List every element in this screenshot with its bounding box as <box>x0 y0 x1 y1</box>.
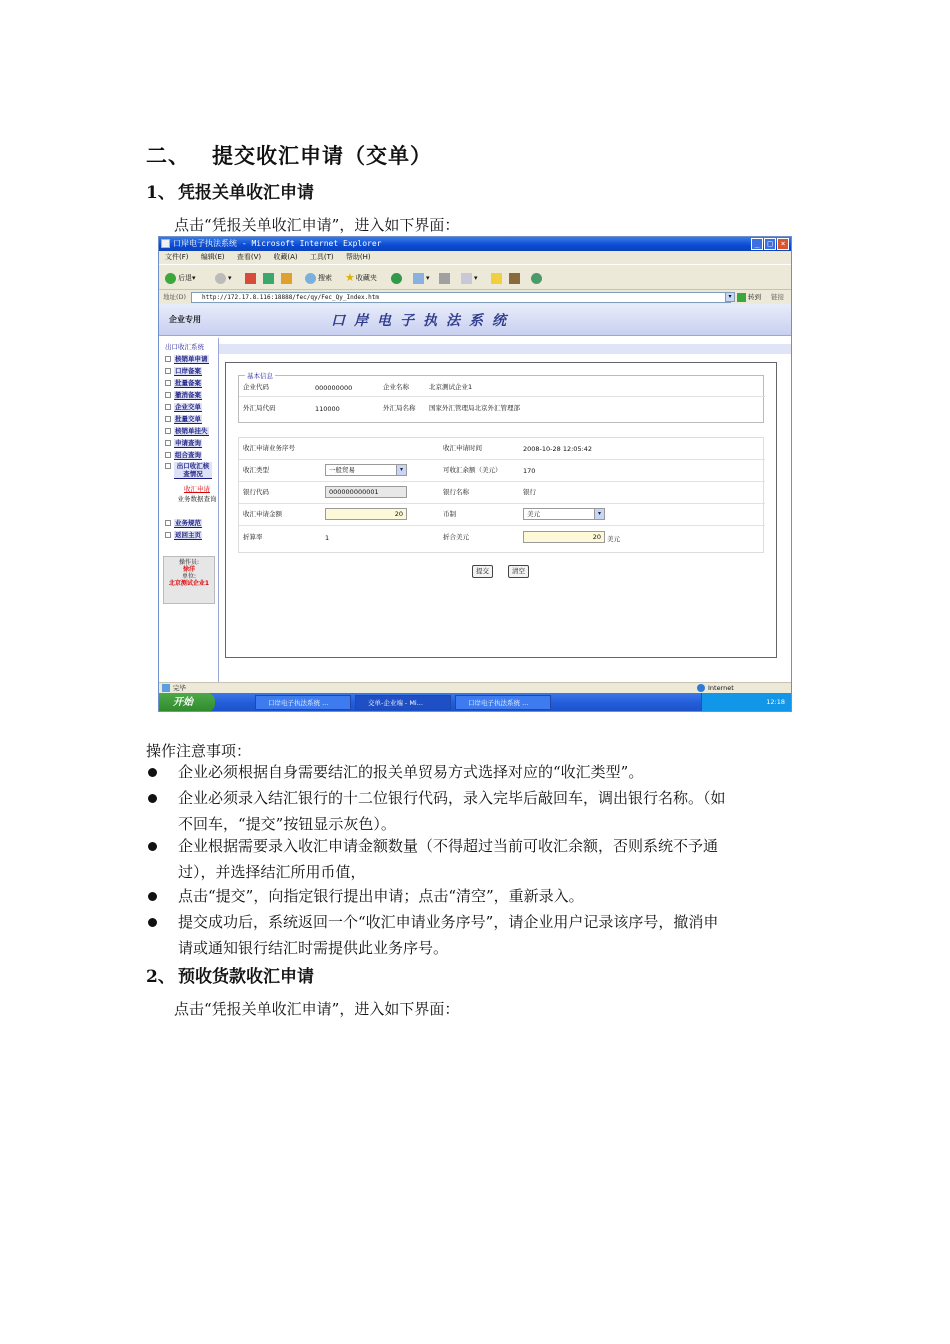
sidebar-sub-data-query[interactable]: 业务数据查询 <box>177 495 217 503</box>
note-icon <box>491 273 502 284</box>
ent-code-label: 企业代码 <box>243 383 269 391</box>
note-line: 提交成功后，系统返回一个“收汇申请业务序号”，请企业用户记录该序号，撤消申 <box>178 913 719 931</box>
bullet-icon <box>148 768 157 777</box>
divider <box>239 396 765 397</box>
intro-paragraph-2: 点击“凭报关单收汇申请”，进入如下界面： <box>174 1000 460 1018</box>
seq-label: 收汇申请业务序号 <box>243 444 295 452</box>
search-button[interactable]: 搜索 <box>305 272 332 284</box>
expand-icon <box>165 392 171 398</box>
operator-label: 操作员: <box>178 559 200 566</box>
chevron-down-icon: ▾ <box>396 465 406 475</box>
menu-file[interactable]: 文件(F) <box>165 253 189 261</box>
globe-icon <box>697 684 705 692</box>
bullet-icon <box>148 918 157 927</box>
book-icon <box>509 273 520 284</box>
currency-select[interactable]: 美元 ▾ <box>523 508 605 520</box>
favorites-button[interactable]: ★ 收藏夹 <box>345 271 377 284</box>
sidebar-item-combined-query[interactable]: 组合查询 <box>165 450 217 460</box>
ent-name-value: 北京测试企业1 <box>429 383 473 391</box>
sidebar-item-export-check[interactable]: 出口收汇核查情况 <box>165 462 217 482</box>
system-tray <box>701 693 791 712</box>
bank-code-label: 银行代码 <box>243 488 269 496</box>
stop-button[interactable] <box>245 272 258 284</box>
mail-icon <box>413 273 424 284</box>
clock: 12:18 <box>766 698 785 706</box>
sidebar-item-port-record[interactable]: 口岸备案 <box>165 366 217 376</box>
expand-icon <box>165 532 171 538</box>
taskbar-item-2[interactable]: 交单-企业端 - Mi... <box>355 695 451 710</box>
zone-indicator: Internet <box>697 683 734 693</box>
note-line: 过），并选择结汇所用币值， <box>178 863 366 881</box>
sidebar-item-batch-submit[interactable]: 批量交单 <box>165 414 217 424</box>
divider <box>239 503 765 504</box>
note-line: 不回车，“提交”按钮显示灰色）。 <box>178 815 396 833</box>
back-arrow-icon <box>165 273 176 284</box>
expand-icon <box>165 440 171 446</box>
fx-code-label: 外汇局代码 <box>243 404 276 412</box>
note-line: 企业根据需要录入收汇申请金额数量（不得超过当前可收汇余额，否则系统不予通 <box>178 837 719 855</box>
unit-name: 北京测试企业1 <box>168 580 210 587</box>
sidebar-item-home[interactable]: 返回主页 <box>165 530 217 540</box>
browser-toolbar <box>159 264 791 290</box>
go-arrow-icon <box>737 293 746 302</box>
form-frame <box>225 362 777 658</box>
minimize-button[interactable]: _ <box>751 238 763 250</box>
sidebar-item-rules[interactable]: 业务规范 <box>165 518 217 528</box>
subsection-heading-2 <box>146 962 314 987</box>
sidebar-item-report-loss[interactable]: 核销单挂失 <box>165 426 217 436</box>
address-input[interactable]: http://172.17.8.116:18888/fec/qy/Fec_Qy_Index.htm <box>191 292 731 303</box>
stop-icon <box>245 273 256 284</box>
operator-name: 徐洋 <box>182 566 195 573</box>
usd-label: 折合美元 <box>443 533 469 541</box>
window-titlebar <box>159 237 791 251</box>
collapse-icon <box>165 463 171 469</box>
expand-icon <box>165 356 171 362</box>
page-viewport <box>159 304 791 682</box>
browser-screenshot <box>158 236 792 712</box>
clear-button[interactable]: 清空 <box>508 565 529 578</box>
status-text: 完毕 <box>173 684 186 692</box>
subsection-number: 2、 <box>146 967 175 987</box>
note-line: 企业必须根据自身需要结汇的报关单贸易方式选择对应的“收汇类型”。 <box>178 763 644 781</box>
messenger-icon <box>531 273 542 284</box>
page-icon <box>162 684 170 692</box>
status-bar <box>159 682 791 693</box>
basic-info-fieldset <box>238 372 764 423</box>
forward-arrow-icon <box>215 273 226 284</box>
edit-button[interactable]: ▾ <box>461 272 478 284</box>
forward-button[interactable]: ▾ <box>215 272 232 284</box>
banner-left-label: 企业专用 <box>169 315 201 324</box>
balance-label: 可收汇余额（美元） <box>443 466 502 474</box>
edit-icon <box>461 273 472 284</box>
address-dropdown-icon[interactable]: ▾ <box>725 292 735 302</box>
sidebar-item-cancel-record[interactable]: 撤消备案 <box>165 390 217 400</box>
windows-taskbar <box>159 693 791 712</box>
history-button[interactable] <box>391 272 404 284</box>
unit-label: 单位: <box>181 573 197 580</box>
address-bar <box>159 290 791 304</box>
menu-bar <box>159 251 791 264</box>
divider <box>239 459 765 460</box>
sidebar-item-verify-apply[interactable]: 核销单申请 <box>165 354 217 364</box>
rate-value: 1 <box>325 534 330 542</box>
collect-type-select[interactable]: 一般贸易 ▾ <box>325 464 407 476</box>
divider <box>239 481 765 482</box>
fx-name-label: 外汇局名称 <box>383 404 416 412</box>
type-label: 收汇类型 <box>243 466 269 474</box>
bullet-icon <box>148 842 157 851</box>
menu-edit[interactable]: 编辑(E) <box>200 253 225 261</box>
notes-title: 操作注意事项： <box>146 742 252 760</box>
bullet-icon <box>148 794 157 803</box>
expand-icon <box>165 428 171 434</box>
taskbar-item-1[interactable]: 口岸电子执法系统 ... <box>255 695 351 710</box>
go-button[interactable]: 转到 <box>737 290 761 304</box>
main-pane <box>219 338 791 682</box>
note-line: 点击“提交”，向指定银行提出申请；点击“清空”，重新录入。 <box>178 887 584 905</box>
home-icon <box>281 273 292 284</box>
refresh-button[interactable] <box>263 272 276 284</box>
subsection-title: 凭报关单收汇申请 <box>178 183 314 203</box>
amount-label: 收汇申请金额 <box>243 510 282 518</box>
messenger-button[interactable] <box>531 272 544 284</box>
print-button[interactable] <box>439 272 452 284</box>
menu-help[interactable]: 帮助(H) <box>345 253 371 261</box>
app-title: 口岸电子执法系统 <box>331 313 515 329</box>
expand-icon <box>165 520 171 526</box>
print-icon <box>439 273 450 284</box>
maximize-button[interactable]: □ <box>764 238 776 250</box>
usd-input[interactable]: 20 <box>523 531 605 543</box>
notes-button[interactable] <box>491 272 504 284</box>
research-button[interactable] <box>509 272 522 284</box>
bullet-icon <box>148 892 157 901</box>
chevron-down-icon: ▾ <box>594 509 604 519</box>
section-title: 提交收汇申请（交单） <box>212 143 432 168</box>
section-number: 二、 <box>146 143 190 168</box>
subsection-title: 预收货款收汇申请 <box>178 967 314 987</box>
menu-view[interactable]: 查看(V) <box>236 253 262 261</box>
fx-code-value: 110000 <box>315 405 340 413</box>
history-icon <box>391 273 402 284</box>
header-strip <box>219 344 791 354</box>
expand-icon <box>165 380 171 386</box>
sidebar-item-batch-record[interactable]: 批量备案 <box>165 378 217 388</box>
time-value: 2008-10-28 12:05:42 <box>523 445 593 453</box>
app-banner <box>159 304 791 336</box>
sidebar-item-apply-query[interactable]: 申请查询 <box>165 438 217 448</box>
home-button[interactable] <box>281 272 294 284</box>
section-heading <box>146 140 432 170</box>
usd-unit: 美元 <box>607 535 620 543</box>
balance-value: 170 <box>523 467 536 475</box>
sidebar-sub-collect-apply[interactable]: 收汇申请 <box>184 485 210 493</box>
expand-icon <box>165 368 171 374</box>
divider <box>239 525 765 526</box>
subsection-heading-1 <box>146 178 314 203</box>
address-label: 地址(D) <box>163 293 187 301</box>
refresh-icon <box>263 273 274 284</box>
bank-name-label: 银行名称 <box>443 488 469 496</box>
subsection-number: 1、 <box>146 183 175 203</box>
note-line: 企业必须录入结汇银行的十二位银行代码，录入完毕后敲回车，调出银行名称。（如 <box>178 789 726 807</box>
basic-info-legend: 基本信息 <box>247 372 273 380</box>
window-title: 口岸电子执法系统 - Microsoft Internet Explorer <box>173 239 382 248</box>
back-button[interactable]: 后退 ▾ <box>165 272 196 284</box>
taskbar-item-3[interactable]: 口岸电子执法系统 ... <box>455 695 551 710</box>
expand-icon <box>165 452 171 458</box>
ent-name-label: 企业名称 <box>383 383 409 391</box>
note-line: 请或通知银行结汇时需提供此业务序号。 <box>178 939 449 957</box>
bank-code-input[interactable]: 000000000001 <box>325 486 407 498</box>
rate-label: 折算率 <box>243 533 263 541</box>
bank-name-value: 银行 <box>523 488 536 496</box>
ie-page-icon <box>161 239 170 248</box>
fx-name-value: 国家外汇管理局北京外汇管理部 <box>429 404 520 412</box>
search-icon <box>305 273 316 284</box>
submit-button[interactable]: 提交 <box>472 565 493 578</box>
menu-favorites[interactable]: 收藏(A) <box>273 253 298 261</box>
ent-code-value: 000000000 <box>315 384 353 392</box>
close-button[interactable]: × <box>777 238 789 250</box>
operator-box <box>163 556 215 604</box>
amount-input[interactable]: 20 <box>325 508 407 520</box>
menu-tools[interactable]: 工具(T) <box>309 253 334 261</box>
currency-label: 币制 <box>443 510 456 518</box>
mail-button[interactable]: ▾ <box>413 272 430 284</box>
sidebar-item-ent-submit[interactable]: 企业交单 <box>165 402 217 412</box>
intro-paragraph-1: 点击“凭报关单收汇申请”，进入如下界面： <box>174 216 460 234</box>
expand-icon <box>165 416 171 422</box>
links-label[interactable]: 链接 <box>771 293 784 301</box>
time-label: 收汇申请时间 <box>443 444 482 452</box>
star-icon: ★ <box>345 271 355 284</box>
collect-form <box>238 437 764 553</box>
expand-icon <box>165 404 171 410</box>
sidebar <box>159 338 219 682</box>
sidebar-section-title: 出口收汇系统 <box>165 343 204 351</box>
start-button[interactable]: 开始 <box>159 693 215 712</box>
